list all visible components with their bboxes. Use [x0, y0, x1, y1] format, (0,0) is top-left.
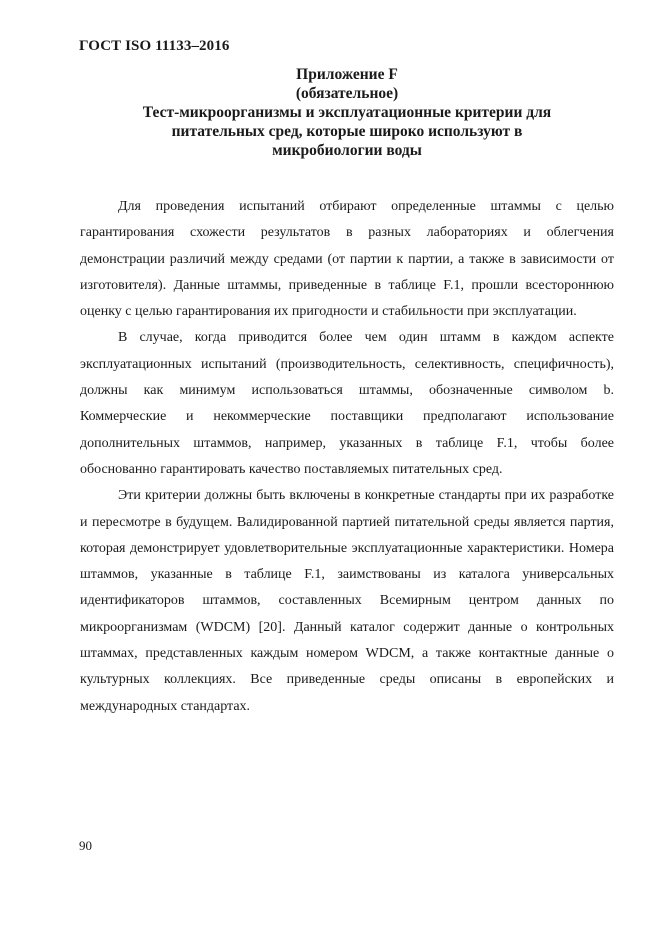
- paragraph: Для проведения испытаний отбирают определенные штаммы с целью гарантирования схожести результатов в разных лабораториях и облегчения демонстрации различий между средами (от партии к партии, а также в зависимости от изготовителя). Данные штаммы, приведенные в таблице F.1, прошли всестороннюю оценку с целью гарантирования их пригодности и стабильности при эксплуатации.: [80, 199, 614, 320]
- appendix-status: (обязательное): [295, 85, 399, 102]
- appendix-subtitle-line: микробиологии воды: [272, 142, 422, 159]
- page-number: 90: [79, 838, 92, 853]
- body-text: [80, 194, 614, 720]
- appendix-subtitle-line: Тест-микроорганизмы и эксплуатационные критерии для: [142, 104, 552, 121]
- appendix-heading: [80, 65, 614, 160]
- appendix-subtitle-line: питательных сред, которые широко используют в: [171, 123, 523, 140]
- paragraph: Эти критерии должны быть включены в конкретные стандарты при их разработке и пересмотре в будущем. Валидированной партией питательной среды является партия, которая демонстрирует удовлетворительные эксплуатационные характеристики. Номера штаммов, указанные в таблице F.1, заимствованы из каталога универсальных идентификаторов штаммов, составленных Всемирным центром данных по микроорганизмам (WDCM) [20]. Данный каталог содержит данные о контрольных штаммах, представленных каждым номером WDCM, а также контактные данные о культурных коллекциях. Все приведенные среды описаны в европейских и международных стандартах.: [80, 488, 614, 714]
- appendix-title: Приложение F: [296, 66, 398, 83]
- paragraph: В случае, когда приводится более чем один штамм в каждом аспекте эксплуатационных испытаний (производительность, селективность, специфичность), должны как минимум использоваться штаммы, обозначенные символом b. Коммерческие и некоммерческие поставщики предполагают использование дополнительных штаммов, например, указанных в таблице F.1, чтобы более обоснованно гарантировать качество поставляемых питательных сред.: [80, 330, 614, 477]
- document-code: ГОСТ ISO 11133–2016: [79, 38, 230, 54]
